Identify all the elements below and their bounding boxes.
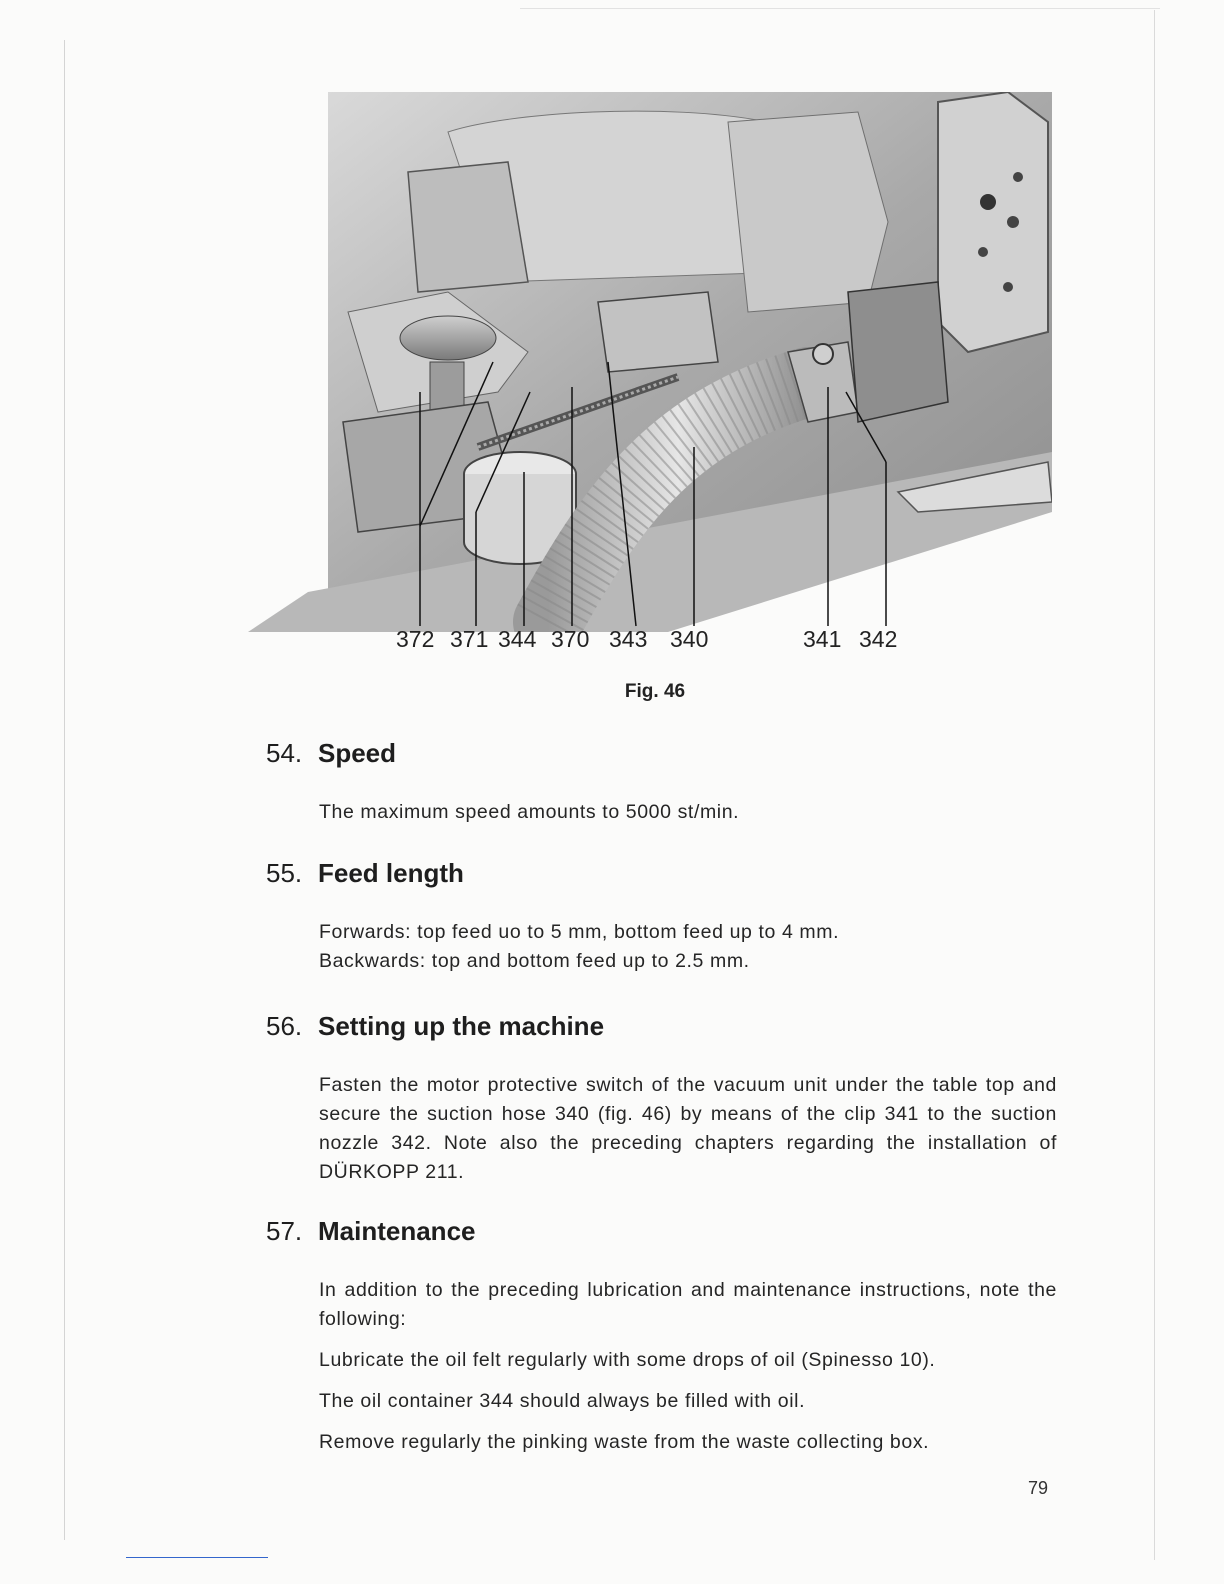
section-line: Forwards: top feed uo to 5 mm, bottom feed up to 4 mm. bbox=[319, 921, 840, 943]
section-title: Speed bbox=[318, 738, 397, 768]
section-line: Backwards: top and bottom feed up to 2.5 mm. bbox=[319, 950, 750, 972]
callout-341: 341 bbox=[803, 626, 842, 652]
section-paragraph: Lubricate the oil felt regularly with some drops of oil (Spinesso 10). bbox=[319, 1349, 936, 1371]
section-heading bbox=[266, 858, 1066, 892]
section-heading bbox=[266, 1011, 1066, 1045]
section-setting-up bbox=[266, 1011, 1066, 1187]
section-speed bbox=[266, 738, 1066, 827]
section-heading bbox=[266, 738, 1066, 772]
section-paragraph: The maximum speed amounts to 5000 st/min. bbox=[319, 801, 740, 823]
callout-343: 343 bbox=[609, 626, 648, 652]
section-number: 56. bbox=[266, 1011, 303, 1041]
callout-370: 370 bbox=[551, 626, 590, 652]
section-title: Maintenance bbox=[318, 1216, 476, 1246]
section-paragraph: Remove regularly the pinking waste from the waste collecting box. bbox=[319, 1431, 930, 1453]
section-feed-length bbox=[266, 858, 1066, 976]
callout-344: 344 bbox=[498, 626, 537, 652]
callout-340: 340 bbox=[670, 626, 709, 652]
page-edge-left bbox=[64, 40, 65, 1540]
section-number: 54. bbox=[266, 738, 303, 768]
page-number: 79 bbox=[1028, 1478, 1049, 1498]
callout-371: 371 bbox=[450, 626, 489, 652]
section-paragraph: The oil container 344 should always be filled with oil. bbox=[319, 1390, 806, 1412]
callout-342: 342 bbox=[859, 626, 898, 652]
section-paragraph: In addition to the preceding lubrication and maintenance instructions, note the following: bbox=[319, 1279, 1057, 1330]
sewing-machine-photo bbox=[248, 92, 1052, 632]
figure-caption: Fig. 46 bbox=[624, 681, 686, 702]
section-heading bbox=[266, 1216, 1066, 1250]
page-edge-right bbox=[1154, 10, 1155, 1560]
section-number: 57. bbox=[266, 1216, 303, 1246]
section-title: Feed length bbox=[318, 858, 464, 888]
section-paragraph: Fasten the motor protective switch of the vacuum unit under the table top and secure the suction hose 340 (fig. 46) by means of the clip 341 to the suction nozzle 342. Note also the preceding chapters regarding the installation of DÜRKOPP 211. bbox=[319, 1074, 1057, 1183]
section-number: 55. bbox=[266, 858, 303, 888]
page-edge-top bbox=[520, 8, 1160, 9]
figure-callout-numbers bbox=[396, 626, 916, 660]
callout-372: 372 bbox=[396, 626, 435, 652]
section-title: Setting up the machine bbox=[318, 1011, 605, 1041]
footer-rule bbox=[126, 1557, 268, 1558]
section-maintenance bbox=[266, 1216, 1066, 1457]
